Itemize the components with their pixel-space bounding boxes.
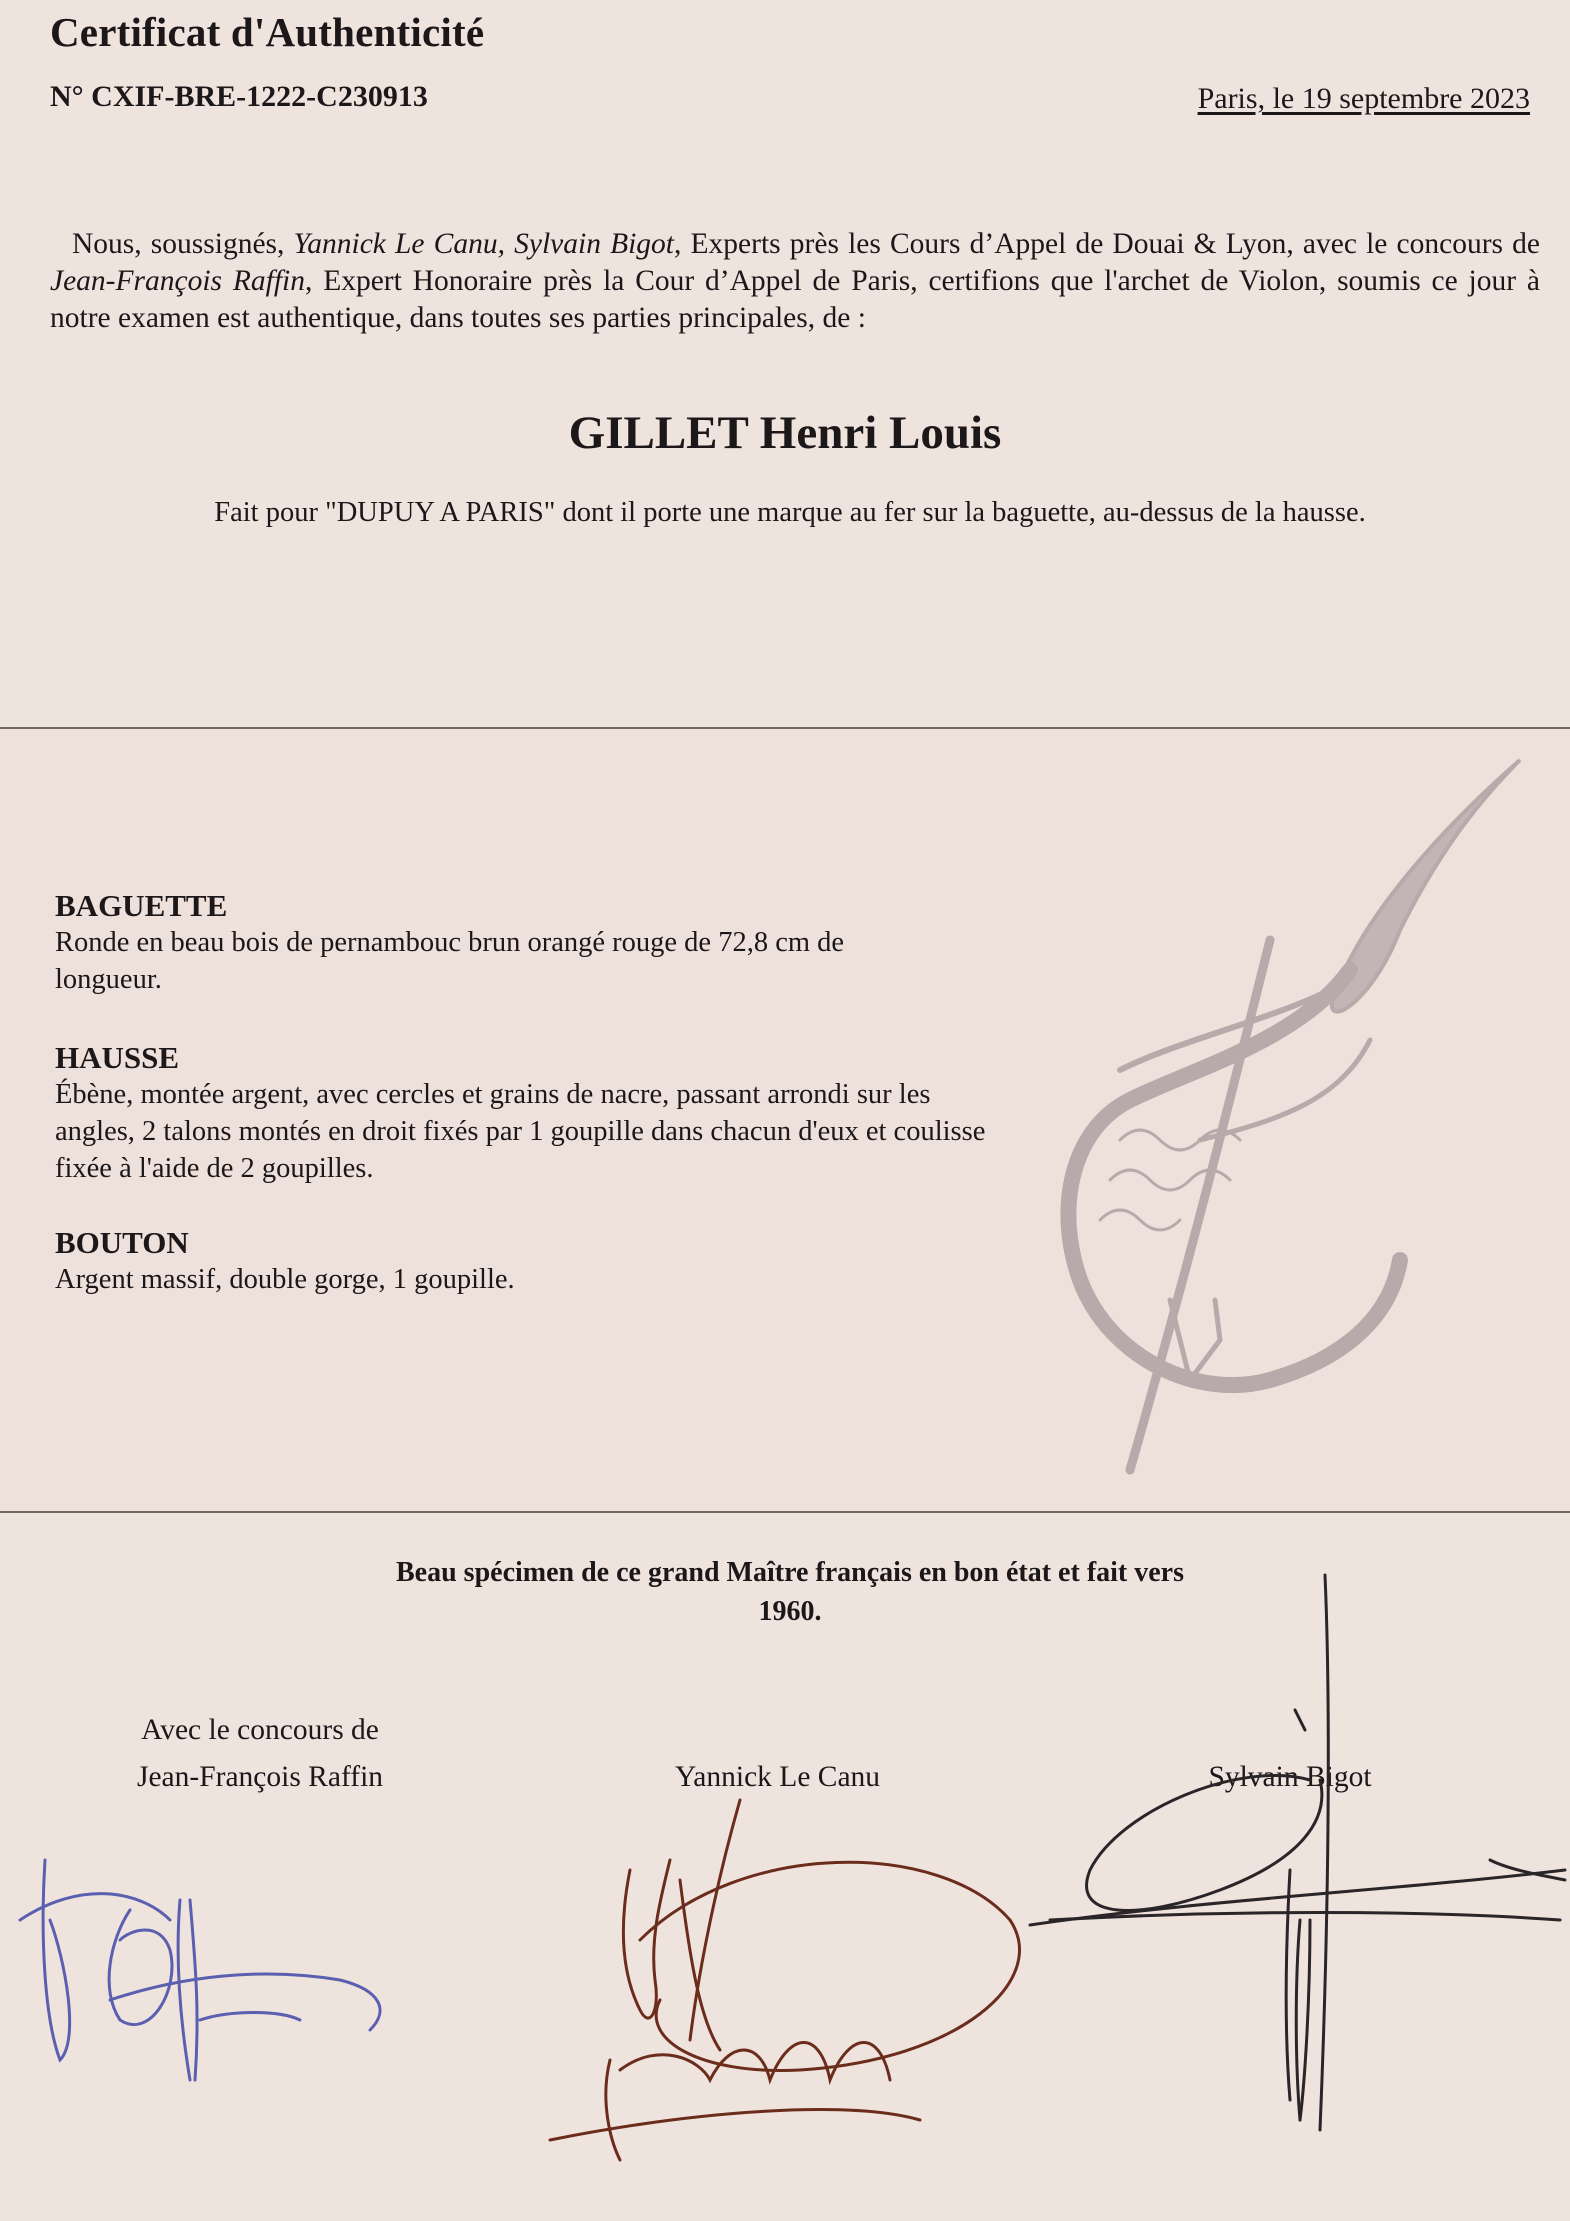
section-text: Argent massif, double gorge, 1 goupille. (55, 1264, 515, 1295)
bigot-signature (1030, 1575, 1565, 2130)
le-canu-signatory-label: Yannick Le Canu (674, 1761, 881, 1793)
raffin-label-line1: Avec le concours de (141, 1714, 379, 1746)
signatures (0, 1540, 1570, 2220)
intro-text-2: , Experts près les Cours d’Appel de Douai & Lyon, avec le concours de (674, 228, 1541, 260)
section-heading: BAGUETTE (55, 888, 228, 923)
section-bouton (55, 1225, 1015, 1298)
section-baguette (55, 888, 1015, 998)
raffin-label-line2: Jean-François Raffin (136, 1761, 384, 1793)
section-heading: BOUTON (55, 1225, 189, 1260)
section-text: Ébène, montée argent, avec cercles et grains de nacre, passant arrondi sur les angles, 2 talons montés en droit fixés par 1 goupille dans chacun d'eux et coulisse fixée à l'aide de 2 goupilles. (55, 1079, 986, 1184)
section-text: Ronde en beau bois de pernambouc brun orangé rouge de 72,8 cm de longueur. (55, 927, 845, 995)
intro-paragraph (50, 226, 1540, 337)
certificate-number: N° CXIF-BRE-1222-C230913 (50, 80, 428, 113)
certificate-date: Paris, le 19 septembre 2023 (1197, 82, 1530, 115)
fold-line-bottom (0, 1511, 1570, 1513)
certificate-title: Certificat d'Authenticité (50, 9, 485, 55)
le-canu-signature (550, 1800, 1019, 2160)
bigot-signatory-label: Sylvain Bigot (1208, 1761, 1372, 1793)
intro-text-1: Nous, soussignés, (72, 228, 294, 260)
quill-seal-watermark (1040, 740, 1550, 1510)
fold-line-top (0, 727, 1570, 729)
section-heading: HAUSSE (55, 1040, 180, 1075)
maker-name: GILLET Henri Louis (568, 407, 1002, 459)
honorary-expert-name: Jean-François Raffin (50, 265, 305, 297)
experts-names: Yannick Le Canu, Sylvain Bigot (293, 228, 675, 260)
section-hausse (55, 1040, 1015, 1187)
made-for-note: Fait pour "DUPUY A PARIS" dont il porte une marque au fer sur la baguette, au-dessus de la hausse. (214, 497, 1366, 528)
assessment-remark: Beau spécimen de ce grand Maître français en bon état et fait vers 1960. (396, 1557, 1184, 1627)
intro-text-3: , Expert Honoraire près la Cour d’Appel de Paris, certifions que l'archet de Violon, soumis ce jour à notre examen est authentique, dans toutes ses parties principales, de : (50, 265, 1540, 334)
raffin-signature (20, 1860, 380, 2080)
